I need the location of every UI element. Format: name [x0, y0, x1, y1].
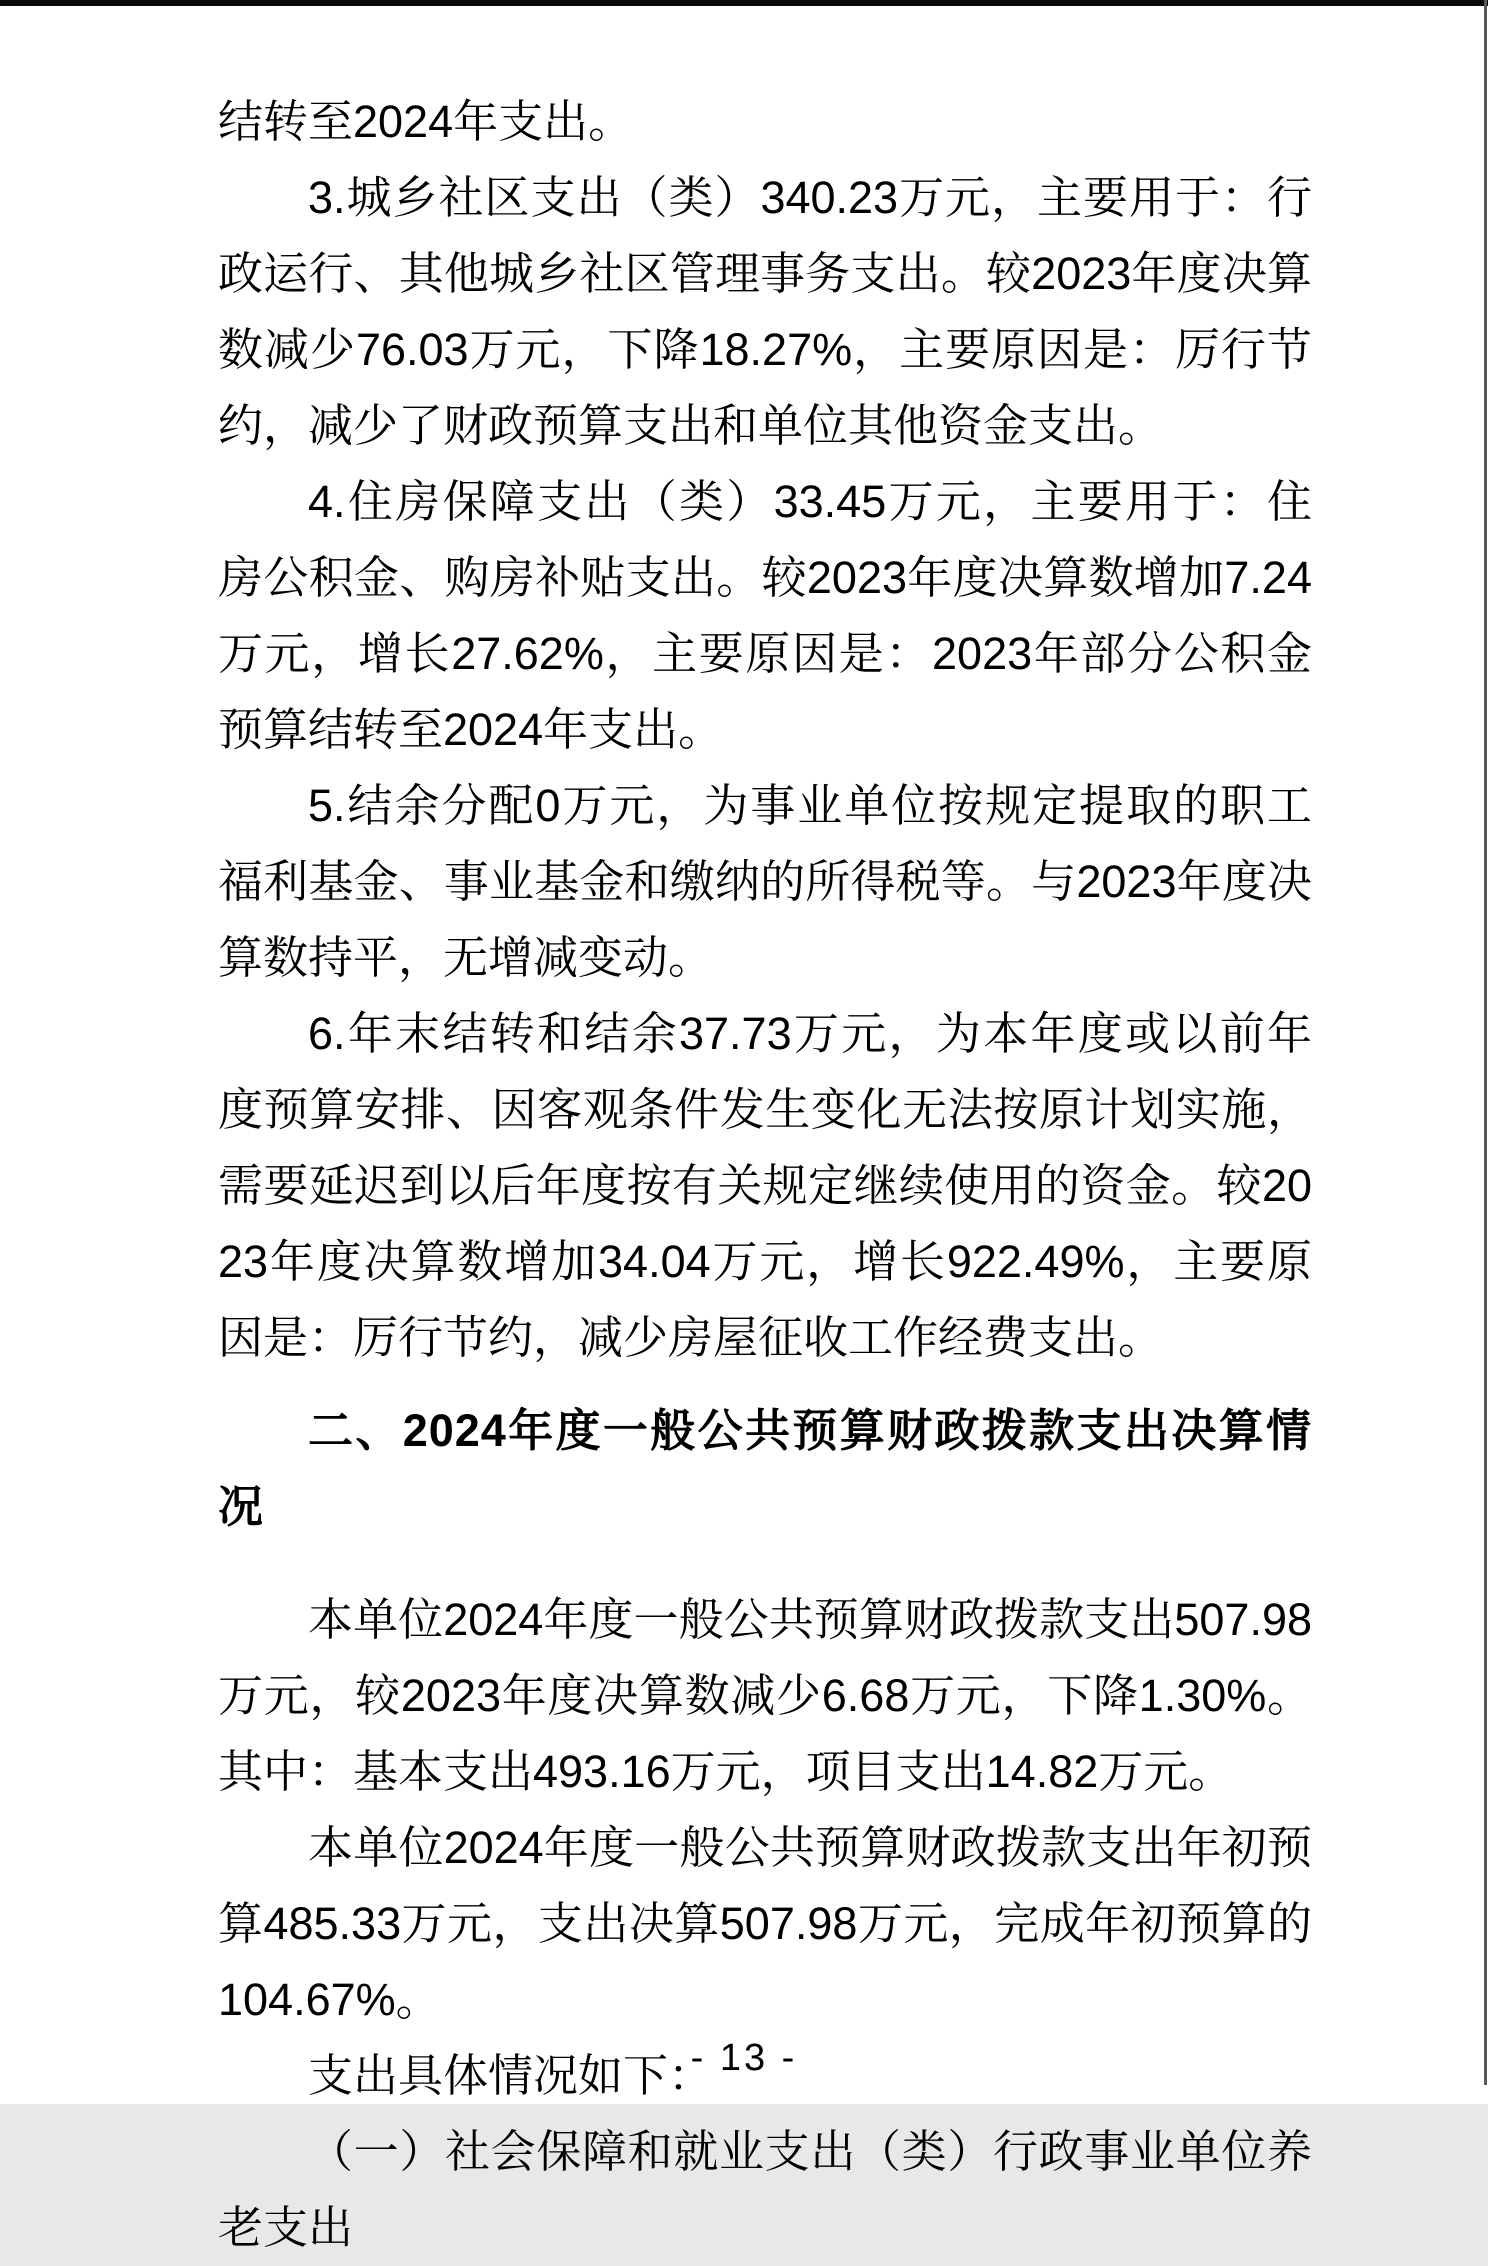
paragraph-expense-item-4: 4.住房保障支出（类）33.45万元，主要用于：住房公积金、购房补贴支出。较2023年度决算数增加7.24万元，增长27.62%，主要原因是：2023年部分公积金预算结转至2024年支出。	[218, 476, 1312, 755]
page-number: - 13 -	[690, 2037, 798, 2079]
document-content	[218, 84, 1312, 2266]
paragraph-carryover-tail: 结转至2024年支出。	[218, 96, 634, 147]
section-heading-2: 二、2024年度一般公共预算财政拨款支出决算情况	[218, 1405, 1312, 1532]
paragraph-subitem-1: （一）社会保障和就业支出（类）行政事业单位养老支出	[218, 2126, 1312, 2253]
page-right-border	[1484, 0, 1487, 2085]
paragraph-expense-item-5: 5.结余分配0万元，为事业单位按规定提取的职工福利基金、事业基金和缴纳的所得税等。与2023年度决算数持平，无增减变动。	[218, 780, 1312, 983]
paragraph-expense-item-3: 3.城乡社区支出（类）340.23万元，主要用于：行政运行、其他城乡社区管理事务支出。较2023年度决算数减少76.03万元，下降18.27%，主要原因是：厉行节约，减少了财政预算支出和单位其他资金支出。	[218, 172, 1312, 451]
paragraph-budget-completion: 本单位2024年度一般公共预算财政拨款支出年初预算485.33万元，支出决算507.98万元，完成年初预算的104.67%。	[218, 1822, 1312, 2025]
paragraph-detail-intro: 支出具体情况如下：	[308, 2050, 714, 2101]
page-top-border	[0, 0, 1488, 6]
paragraph-general-budget-overview: 本单位2024年度一般公共预算财政拨款支出507.98万元，较2023年度决算数减少6.68万元，下降1.30%。其中：基本支出493.16万元，项目支出14.82万元。	[218, 1594, 1312, 1797]
paragraph-expense-item-6: 6.年末结转和结余37.73万元，为本年度或以前年度预算安排、因客观条件发生变化无法按原计划实施，需要延迟到以后年度按有关规定继续使用的资金。较2023年度决算数增加34.04万元，增长922.49%，主要原因是：厉行节约，减少房屋征收工作经费支出。	[218, 1008, 1312, 1363]
